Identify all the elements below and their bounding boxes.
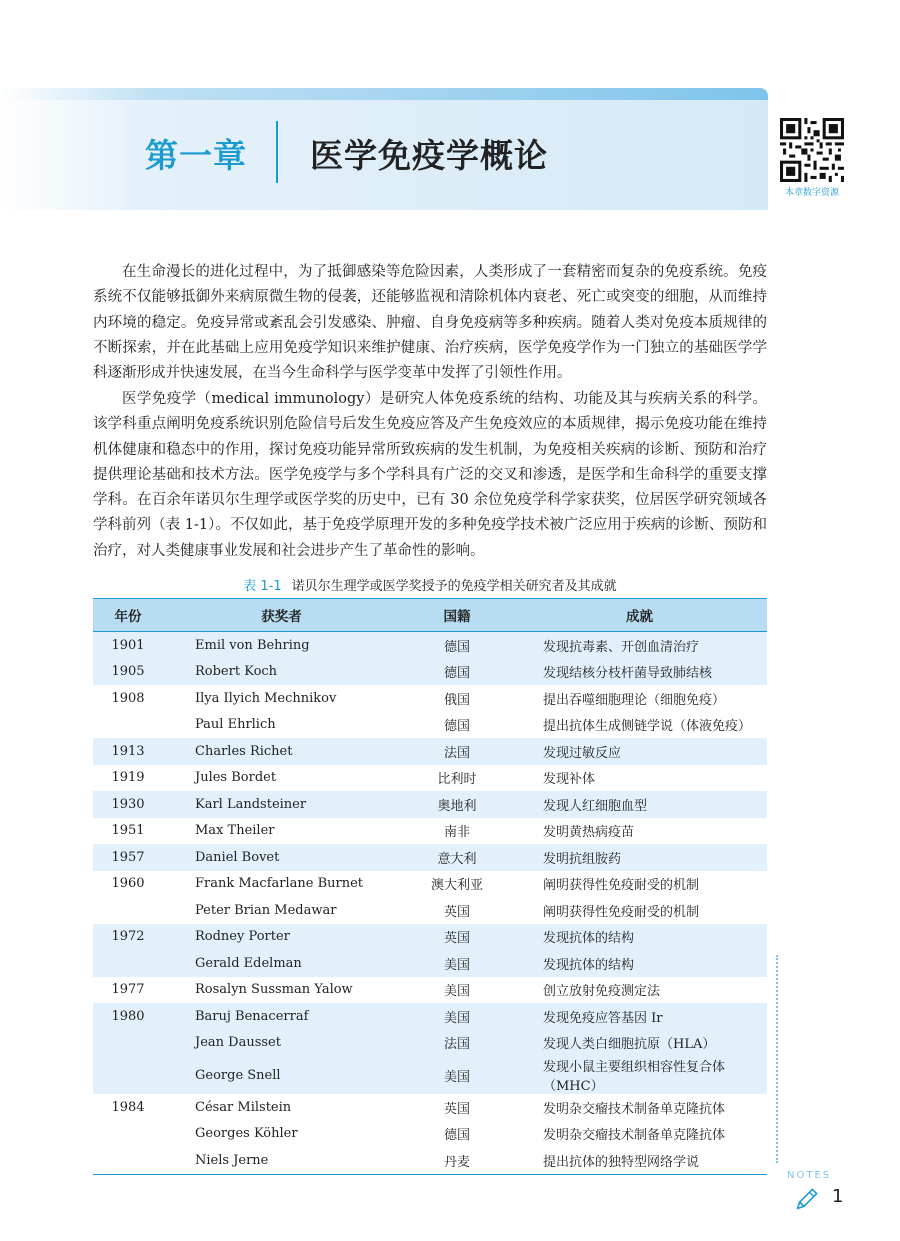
cell-achievement: 发现抗体的结构	[513, 924, 767, 951]
cell-year	[93, 1121, 163, 1148]
nobel-laureates-table	[93, 598, 767, 1175]
cell-achievement: 提出抗体的独特型网络学说	[513, 1147, 767, 1174]
cell-achievement: 阐明获得性免疫耐受的机制	[543, 878, 700, 894]
cell-achievement: 创立放射免疫测定法	[543, 984, 661, 1000]
notes-margin-line	[776, 955, 778, 1163]
table-caption	[93, 575, 767, 594]
cell-laureate: Daniel Bovet	[163, 844, 401, 871]
cell-laureate: Baruj Benacerraf	[163, 1003, 401, 1030]
cell-nationality: 比利时	[437, 772, 477, 788]
cell-year: 1984	[111, 1099, 145, 1115]
cell-year	[93, 950, 163, 977]
cell-laureate: Georges Köhler	[195, 1126, 298, 1142]
cell-achievement: 发明杂交瘤技术制备单克隆抗体	[543, 1128, 726, 1144]
cell-achievement: 提出抗体生成侧链学说（体液免疫）	[543, 719, 752, 735]
cell-achievement: 阐明获得性免疫耐受的机制	[543, 904, 700, 920]
intro-paragraph: 在生命漫长的进化过程中，为了抵御感染等危险因素，人类形成了一套精密而复杂的免疫系统。免疫系统不仅能够抵御外来病原微生物的侵袭，还能够监视和清除机体内衰老、死亡或突变的细胞，从而维持内环境的稳定。免疫异常或紊乱会引发感染、肿瘤、自身免疫病等多种疾病。随着人类对免疫本质规律的不断探索，并在此基础上应用免疫学知识来维护健康、治疗疾病，医学免疫学作为一门独立的基础医学学科逐渐形成并快速发展，在当今生命科学与医学变革中发挥了引领性作用。	[93, 264, 767, 382]
cell-laureate: Rodney Porter	[163, 924, 401, 951]
cell-year: 1977	[111, 982, 145, 998]
cell-year	[93, 1056, 163, 1094]
cell-nationality: 南非	[443, 825, 470, 841]
cell-nationality: 美国	[401, 1056, 513, 1094]
chapter-number: 第一章	[145, 136, 247, 175]
cell-nationality: 法国	[401, 1030, 513, 1057]
table-row	[93, 1147, 767, 1174]
table-row	[93, 791, 767, 818]
table-row	[93, 871, 767, 898]
qr-label: 本章数字资源	[784, 188, 839, 198]
table-row	[93, 844, 767, 871]
table-row	[93, 632, 767, 659]
table-row	[93, 1121, 767, 1148]
table-row	[93, 818, 767, 845]
cell-achievement: 发明黄热病疫苗	[543, 825, 635, 841]
cell-achievement: 发现抗毒素、开创血清治疗	[513, 632, 767, 659]
header-top-stripe	[0, 88, 768, 100]
cell-achievement: 发现小鼠主要组织相容性复合体（MHC）	[513, 1056, 767, 1094]
cell-achievement: 发明抗组胺药	[513, 844, 767, 871]
cell-achievement: 发现结核分枝杆菌导致肺结核	[513, 659, 767, 686]
cell-nationality: 德国	[401, 659, 513, 686]
cell-year: 1951	[111, 823, 145, 839]
cell-year: 1930	[93, 791, 163, 818]
table-caption-number: 表 1-1	[243, 579, 282, 594]
cell-nationality: 美国	[401, 950, 513, 977]
cell-laureate: Jean Dausset	[163, 1030, 401, 1057]
table-header-row	[93, 599, 767, 632]
table-row	[93, 765, 767, 792]
cell-nationality: 英国	[401, 924, 513, 951]
qr-block[interactable]	[780, 118, 844, 198]
cell-laureate: Charles Richet	[163, 738, 401, 765]
cell-laureate: Peter Brian Medawar	[195, 902, 337, 918]
cell-laureate: Robert Koch	[163, 659, 401, 686]
table-row	[93, 659, 767, 686]
cell-laureate: Emil von Behring	[163, 632, 401, 659]
cell-achievement: 发现人类白细胞抗原（HLA）	[513, 1030, 767, 1057]
notes-label: NOTES	[787, 1170, 832, 1181]
cell-achievement: 发明杂交瘤技术制备单克隆抗体	[543, 1101, 726, 1117]
cell-nationality: 英国	[443, 1101, 470, 1117]
cell-year: 1908	[111, 690, 145, 706]
cell-achievement: 发现过敏反应	[513, 738, 767, 765]
cell-achievement: 发现人红细胞血型	[513, 791, 767, 818]
cell-year: 1913	[93, 738, 163, 765]
table-row	[93, 1003, 767, 1030]
qr-code-icon[interactable]	[780, 118, 844, 182]
cell-year: 1972	[93, 924, 163, 951]
cell-nationality: 丹麦	[401, 1147, 513, 1174]
cell-nationality: 德国	[443, 719, 470, 735]
cell-nationality: 德国	[401, 632, 513, 659]
cell-nationality: 美国	[443, 984, 470, 1000]
cell-nationality: 意大利	[401, 844, 513, 871]
cell-nationality: 德国	[443, 1128, 470, 1144]
cell-year: 1901	[93, 632, 163, 659]
cell-year: 1957	[93, 844, 163, 871]
cell-nationality: 美国	[401, 1003, 513, 1030]
header-achievement: 成就	[513, 599, 767, 632]
table-row	[93, 1030, 767, 1057]
pencil-icon	[792, 1186, 820, 1214]
table-row	[93, 950, 767, 977]
table-row	[93, 924, 767, 951]
cell-laureate: Gerald Edelman	[163, 950, 401, 977]
cell-laureate: Karl Landsteiner	[163, 791, 401, 818]
cell-achievement: 发现补体	[543, 772, 596, 788]
cell-achievement: 发现抗体的结构	[513, 950, 767, 977]
cell-nationality: 俄国	[443, 692, 470, 708]
table-row	[93, 1056, 767, 1094]
cell-laureate: Max Theiler	[195, 823, 275, 839]
cell-year: 1919	[111, 770, 145, 786]
cell-nationality: 英国	[443, 904, 470, 920]
cell-laureate: Jules Bordet	[195, 770, 277, 786]
cell-nationality: 澳大利亚	[430, 878, 483, 894]
cell-laureate: Rosalyn Sussman Yalow	[195, 982, 353, 998]
table-row	[93, 685, 767, 712]
table-row	[93, 738, 767, 765]
cell-year: 1905	[93, 659, 163, 686]
table-row	[93, 897, 767, 924]
definition-paragraph: 医学免疫学（medical immunology）是研究人体免疫系统的结构、功能及其与疾病关系的科学。该学科重点阐明免疫系统识别危险信号后发生免疫应答及产生免疫效应的本质规律，揭示免疫功能在维持机体健康和稳态中的作用，探讨免疫功能异常所致疾病的发生机制，为免疫相关疾病的诊断、预防和治疗提供理论基础和技术方法。医学免疫学与多个学科具有广泛的交叉和渗透，是医学和生命科学的重要支撑学科。在百余年诺贝尔生理学或医学奖的历史中，已有 30 余位免疫学科学家获奖，位居医学研究领域各学科前列（表 1-1）。不仅如此，基于免疫学原理开发的多种免疫学技术被广泛应用于疾病的诊断、预防和治疗，对人类健康事业发展和社会进步产生了革命性的影响。	[93, 391, 767, 559]
cell-year	[93, 1147, 163, 1174]
cell-laureate: Ilya Ilyich Mechnikov	[195, 690, 337, 706]
cell-year	[93, 1030, 163, 1057]
table-caption-text: 诺贝尔生理学或医学奖授予的免疫学相关研究者及其成就	[291, 579, 617, 594]
cell-laureate: Niels Jerne	[163, 1147, 401, 1174]
cell-laureate: Paul Ehrlich	[195, 717, 276, 733]
cell-achievement: 提出吞噬细胞理论（细胞免疫）	[543, 692, 726, 708]
chapter-title: 医学免疫学概论	[310, 136, 548, 175]
cell-year: 1980	[93, 1003, 163, 1030]
cell-year: 1960	[111, 876, 145, 892]
cell-laureate: César Milstein	[195, 1099, 292, 1115]
table-row	[93, 712, 767, 739]
table-row	[93, 977, 767, 1004]
page-number: 1	[832, 1186, 844, 1207]
cell-year	[93, 712, 163, 739]
cell-nationality: 法国	[401, 738, 513, 765]
table-row	[93, 1094, 767, 1121]
cell-year	[93, 897, 163, 924]
header-laureate: 获奖者	[163, 599, 401, 632]
cell-laureate: George Snell	[163, 1056, 401, 1094]
cell-achievement: 发现免疫应答基因 Ir	[513, 1003, 767, 1030]
cell-nationality: 奥地利	[401, 791, 513, 818]
header-year: 年份	[93, 599, 163, 632]
header-nationality: 国籍	[401, 599, 513, 632]
chapter-divider	[276, 121, 278, 183]
cell-laureate: Frank Macfarlane Burnet	[195, 876, 364, 892]
